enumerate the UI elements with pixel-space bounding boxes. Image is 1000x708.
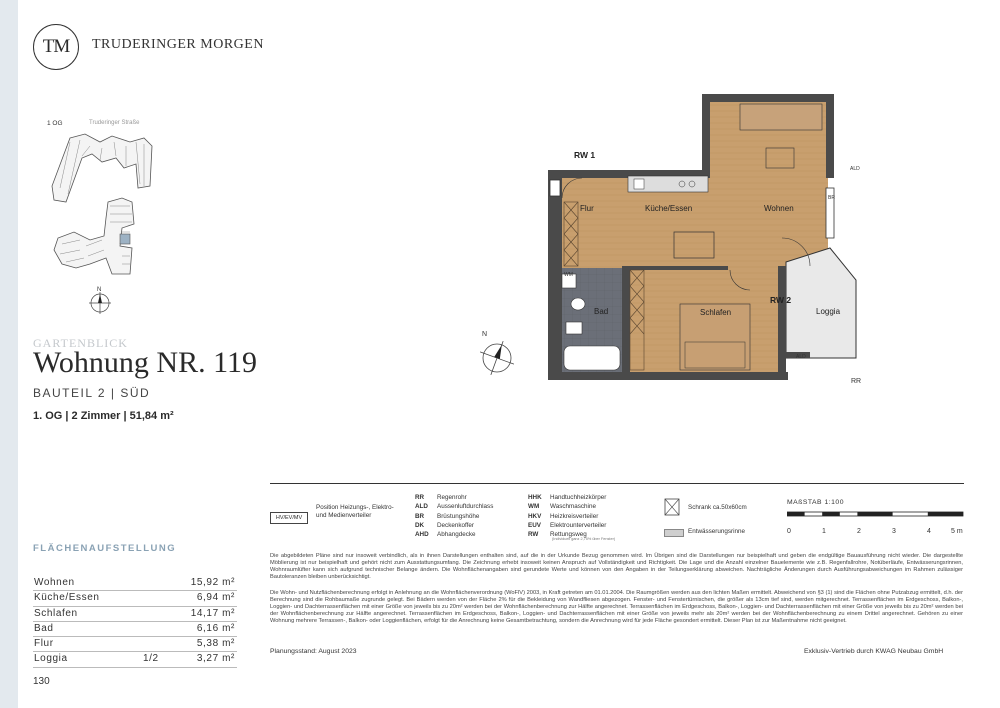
area-table xyxy=(33,576,237,668)
drain-symbol-icon xyxy=(664,529,684,537)
area-name: Loggia xyxy=(34,653,68,665)
compass-icon xyxy=(474,332,520,378)
area-row xyxy=(33,576,237,591)
legend-abbr: ALD xyxy=(415,503,428,511)
scale-tick: 1 xyxy=(822,528,826,535)
room-wohnen: Wohnen xyxy=(764,204,794,213)
legend-text: Regenrohr xyxy=(437,494,467,501)
site-plan-north-label: N xyxy=(97,287,102,293)
legend-text: Aussenluftdurchlass xyxy=(437,503,494,511)
area-value: 6,16 m² xyxy=(196,622,235,634)
legend-abbr: EUV xyxy=(528,521,541,529)
legend-text: Deckenkoffer xyxy=(437,521,474,529)
planning-status: Planungsstand: August 2023 xyxy=(270,648,357,655)
legend-text: Abhangdecke xyxy=(437,531,476,539)
area-name: Wohnen xyxy=(34,577,75,588)
legend-text: Handtuchheizkörper xyxy=(550,494,607,501)
room-schlafen: Schlafen xyxy=(700,308,732,317)
distribution-box-desc: Position Heizungs-, Elektro- und Medienverteiler xyxy=(316,504,394,519)
area-table-title: FLÄCHENAUFSTELLUNG xyxy=(33,543,177,554)
wm-label: WM xyxy=(564,272,573,278)
room-kueche: Küche/Essen xyxy=(645,204,693,213)
brand-monogram: TM xyxy=(42,36,70,57)
area-value: 3,27 m² xyxy=(196,653,235,665)
area-row xyxy=(33,591,237,606)
legend-abbr: RR xyxy=(415,494,425,501)
legend-abbr: DK xyxy=(415,521,425,529)
legend-col2 xyxy=(528,493,606,539)
scale-tick: 2 xyxy=(857,528,861,535)
wardrobe-legend-text: Schrank ca.50x60cm xyxy=(688,504,747,511)
building-label: BAUTEIL 2 | SÜD xyxy=(33,386,151,400)
ald-label-bottom: ALD xyxy=(796,354,806,360)
rr-label: RR xyxy=(851,378,862,385)
distribution-note: Exklusiv-Vertrieb durch KWAG Neubau GmbH xyxy=(804,648,944,655)
legend-abbr: BR xyxy=(415,512,425,520)
legend-text: Rettungsweg xyxy=(550,531,587,539)
legend xyxy=(270,483,964,543)
br-label: BR xyxy=(828,195,835,201)
area-factor: 1/2 xyxy=(143,653,159,665)
disclaimer-text-2: Die Wohn- und Nutzflächenberechnung erfolgt in Anlehnung an die Wohnflächenverordnung (WoFlV) 2003, in Kraft getreten am 01.01.2004. Die Raumgrößen werden aus den lichten Maßen ermittelt. Abweichend von §3 (1) sind die Flächen ohne Putzabzug ermittelt, d.h. der Berechnung sind die Rohbaumaße zugrunde gelegt. Bei Bädern werden von der Fläche 2% für die Bekleidung von Wandfliesen abgezogen. Fenster- und Fenstertürnischen, die größer als 13cm tief sind, werden mitgerechnet. Terrassenflächen im Erdgeschoss, Balkon-, Loggien- und Dachterrassenflächen mit einer Größe von jeweils bis zu 20m² werden bei der Wohnflächenberechnung zur Hälfte angerechnet. Terrassenflächen im Erdgeschoss, Balkon-, Loggien- und Dachterrassenflächen mit einer Größe von jeweils bis zu 20m² werden bei der Wohnflächenberechnung zur Hälfte angerechnet. Terrassenflächen im Erdgeschoss, Balkon-, Loggien- und Dachterrassenflächen mit einer Größe von jeweils mehr als 20m² werden bei der Wohnflächenberechnung zu einem Drittel angerechnet. Gehören zu einer Wohnung mehrere Terrassen-, Balkon- oder Loggienflächen, erfolgt für die Anrechnung keine Gesamtbetrachtung, sondern die Anrechnung wird für jede Fläche gesondert ermittelt. Dieser Plan ist zur Maßentnahme nicht geeignet. xyxy=(270,590,963,624)
scale-bar xyxy=(787,511,967,521)
area-value: 5,38 m² xyxy=(196,638,235,650)
site-plan-floor: 1 OG xyxy=(47,120,63,127)
apartment-info: 1. OG | 2 Zimmer | 51,84 m² xyxy=(33,410,174,422)
page-number: 130 xyxy=(33,676,50,687)
legend-col1 xyxy=(415,493,493,539)
wardrobe-symbol-icon xyxy=(664,498,680,516)
area-name: Bad xyxy=(34,622,54,634)
brand-name: TRUDERINGER MORGEN xyxy=(92,37,264,52)
scale-title: MAßSTAB 1:100 xyxy=(787,499,844,506)
legend-top-rule xyxy=(270,483,964,484)
disclaimer-text-1: Die abgebildeten Pläne sind nur insoweit verbindlich, als in ihnen Darstellungen enthalten sind, auf die in der Urkunde Bezug genommen wird. Im Übrigen sind die Darstellungen nur beispielhaft und geben die endgültige Bauausführung nicht wieder. Die dargestellte Möblierung ist nur beispielhaft und gehört nicht zum Ausstattungsumfang. Die Zeichnung erhebt insoweit keinen Anspruch auf Vollständigkeit und Richtigkeit. Die Lage und die Anzahl einzelner Bauelemente wie z.B. Regenfallrohre, Notüberläufe, Entwässerungsrinnen, Wohnraumlüfter kann sich aufgrund technischer Belange ändern. Die Wohnflächenangaben sind gerundete Werte und können von den Angaben in der Teilungserklärung abweichen. Nachträgliche Änderungen durch Ausführungsabweichungen im Rahmen zulässiger Bautoleranzen bleiben unberücksichtigt. xyxy=(270,553,963,580)
scale-tick: 3 xyxy=(892,528,896,535)
apartment-subtitle: GARTENBLICK xyxy=(33,336,128,350)
scale-tick: 0 xyxy=(787,528,791,535)
compass-north-label: N xyxy=(482,331,488,338)
room-loggia: Loggia xyxy=(816,307,841,316)
scale-tick: 5 m xyxy=(951,528,963,535)
room-bad: Bad xyxy=(594,307,609,316)
legend-abbr: AHD xyxy=(415,531,429,539)
page-title: Wohnung NR. 119 xyxy=(33,346,257,379)
scale-tick: 4 xyxy=(927,528,931,535)
area-value: 6,94 m² xyxy=(196,592,235,604)
floor-plan xyxy=(540,90,870,390)
legend-abbr: WM xyxy=(528,503,540,511)
legend-abbr: HHK xyxy=(528,494,542,501)
side-stripe xyxy=(0,0,18,708)
legend-text: Brüstungshöhe xyxy=(437,512,480,520)
legend-text: Heizkreisverteiler xyxy=(550,512,599,520)
room-flur: Flur xyxy=(580,204,594,213)
site-plan-street: Truderinger Straße xyxy=(89,120,140,126)
ald-label-top: ALD xyxy=(850,166,860,172)
area-name: Küche/Essen xyxy=(34,592,100,604)
brand-logo xyxy=(33,24,79,70)
area-value: 14,17 m² xyxy=(190,607,235,619)
area-value: 15,92 m² xyxy=(190,577,235,588)
area-row xyxy=(33,607,237,622)
legend-text: Waschmaschine xyxy=(550,503,596,511)
area-row xyxy=(33,652,237,667)
legend-text: Elektrounterverteiler xyxy=(550,521,607,529)
rw2-label: RW 2 xyxy=(770,295,792,305)
drain-legend-text: Entwässerungsrinne xyxy=(688,528,746,535)
area-name: Flur xyxy=(34,638,54,650)
distribution-box-label: HV/EV/MV xyxy=(270,512,308,524)
site-plan xyxy=(40,128,170,320)
area-row xyxy=(33,622,237,637)
rw1-label: RW 1 xyxy=(574,150,596,160)
rw-note: (Individuell ganz 2,75% über Fenster) xyxy=(552,537,616,541)
area-name: Schlafen xyxy=(34,607,78,619)
legend-abbr: RW xyxy=(528,531,539,539)
legend-abbr: HKV xyxy=(528,512,542,520)
area-row xyxy=(33,637,237,652)
